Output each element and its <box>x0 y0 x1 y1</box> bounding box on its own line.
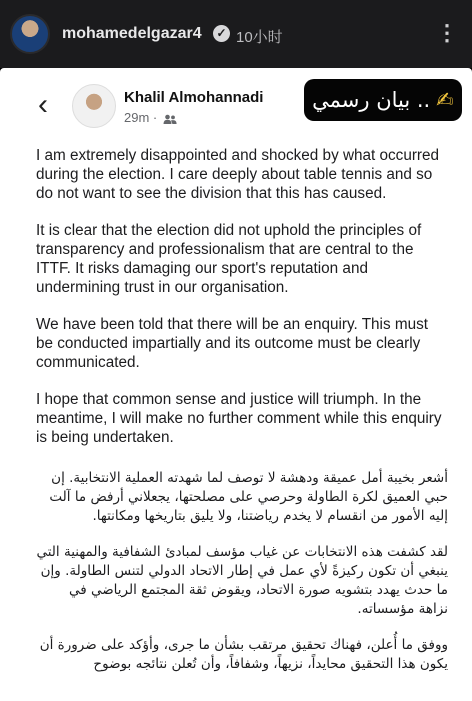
post-meta <box>124 110 177 125</box>
author-name[interactable]: Khalil Almohannadi <box>124 89 264 106</box>
friends-audience-icon <box>163 114 177 124</box>
paragraph-en: We have been told that there will be an enquiry. This must be conducted impartially and its outcome must be clearly communicated. <box>36 316 428 371</box>
paragraph-ar: أشعر بخيبة أمل عميقة ودهشة لا توصف لما شهدته العملية الانتخابية. إن حبي العميق لكرة الطاولة وحرصي على مصلحتها، يجعلاني أرفض ما آلت إليه الأمور من انقسام لا يخدم رياضتنا، ولا يليق بتاريخها ومكانتها. <box>49 470 448 524</box>
badge-text: بيان رسمي .. <box>312 88 431 112</box>
verified-badge-icon: ✓ <box>213 25 230 42</box>
paragraph-en: I hope that common sense and justice will triumph. In the meantime, I will make no further comment while this enquiry is being undertaken. <box>36 391 442 446</box>
post-card <box>0 68 472 701</box>
meta-separator: · <box>152 110 158 125</box>
back-arrow-icon[interactable]: ‹ <box>38 88 48 121</box>
story-header <box>0 0 472 68</box>
official-statement-badge <box>304 79 462 121</box>
post-timestamp: 29m <box>124 110 150 125</box>
story-time: 10小时 <box>236 29 283 46</box>
more-vertical-icon[interactable]: ⋮ <box>436 20 458 45</box>
story-avatar[interactable] <box>10 14 50 54</box>
paragraph-en: It is clear that the election did not uphold the principles of transparency and professionalism that are central to the ITTF. It risks damaging our sport's reputation and undermining trust in our organisation. <box>36 222 422 296</box>
paragraph-ar: لقد كشفت هذه الانتخابات عن غياب مؤسف لمبادئ الشفافية والمهنية التي ينبغي أن تكون ركيزةً لأي عمل في إطار الاتحاد الدولي لتنس الطاولة. وإن ما حدث يهدد بتشويه صورة الاتحاد، ويقوض ثقة المجتمع الرياضي في نزاهة مؤسساته. <box>36 544 448 617</box>
paragraph-ar: ووفق ما أُعلن، فهناك تحقيق مرتقب بشأن ما جرى، وأؤكد على ضرورة أن يكون هذا التحقيق محايداً، نزيهاً، وشفافاً، وأن تُعلن نتائجه بوضوح <box>39 637 448 672</box>
post-body <box>36 146 448 691</box>
author-avatar[interactable] <box>72 84 116 128</box>
story-username[interactable]: mohamedelgazar4 <box>62 25 202 42</box>
paragraph-en: I am extremely disappointed and shocked by what occurred during the election. I care deeply about table tennis and so do not want to see the division that this has caused. <box>36 147 440 202</box>
writing-hand-icon: ✍ <box>436 88 454 112</box>
